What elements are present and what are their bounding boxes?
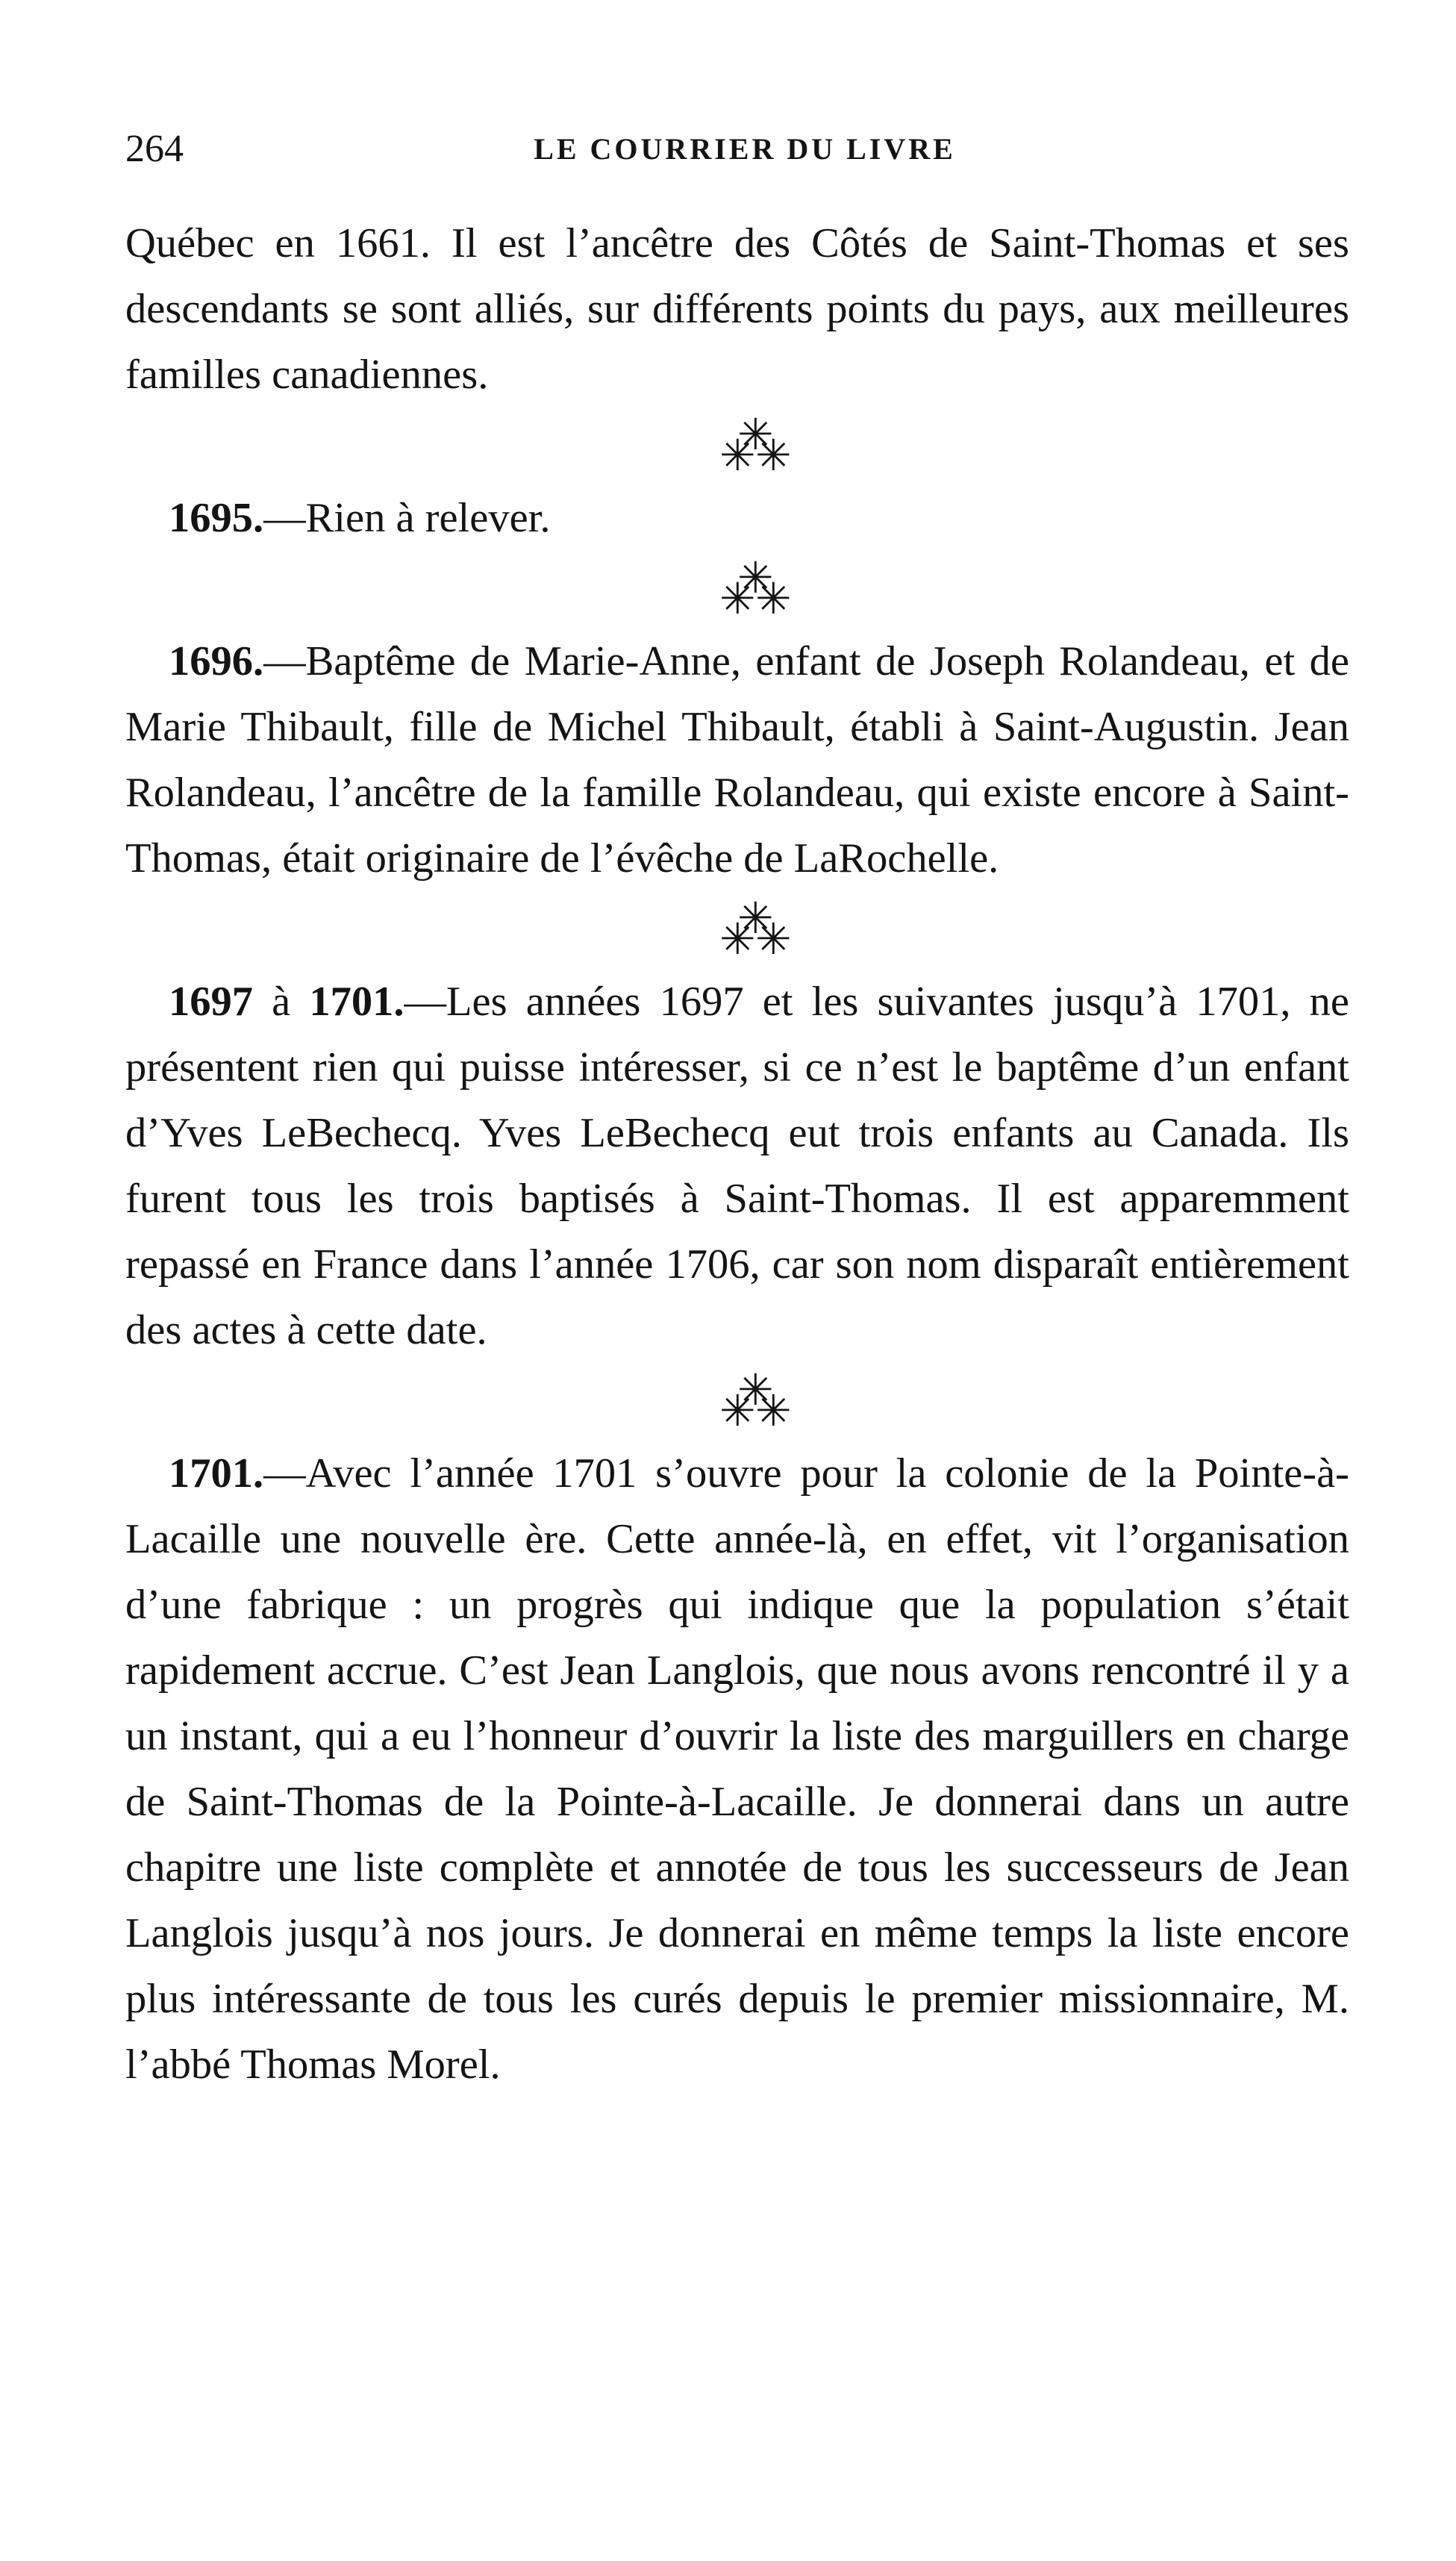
page-header	[125, 119, 1364, 179]
running-title: LE COURRIER DU LIVRE	[534, 132, 956, 166]
section-separator	[125, 408, 1349, 485]
year-heading: 1695.	[169, 495, 264, 541]
body-text	[125, 210, 1349, 2097]
year-connector: à	[253, 979, 310, 1025]
asterism-icon: ✳ ✳ ✳	[719, 1366, 792, 1435]
year-heading: 1701.	[309, 979, 404, 1025]
paragraph-text: —Baptême de Marie-Anne, enfant de Joseph Rolandeau, et de Marie Thibault, fille de Michel Thibault, établi à Saint-Augustin. Jean Rolandeau, l’ancêtre de la famille Rolandeau, qui existe encore à Saint-Thomas, était originaire de l’évêche de LaRochelle.	[125, 638, 1349, 882]
section-separator	[125, 891, 1349, 969]
paragraph-1701	[125, 1441, 1349, 2097]
year-heading: 1701.	[169, 1450, 264, 1497]
section-separator	[125, 1363, 1349, 1441]
page-number: 264	[125, 128, 184, 170]
section-separator	[125, 551, 1349, 628]
paragraph-text: —Rien à relever.	[263, 495, 551, 541]
year-heading: 1696.	[169, 638, 264, 684]
paragraph-text: —Les années 1697 et les suivantes jusqu’à 1701, ne présentent rien qui puisse intéresser, si ce n’est le baptême d’un enfant d’Yves LeBechecq. Yves LeBechecq eut trois enfants au Canada. Ils furent tous les trois baptisés à Saint-Thomas. Il est apparemment repassé en France dans l’année 1706, car son nom disparaît entièrement des actes à cette date.	[125, 979, 1349, 1353]
paragraph-1695	[125, 485, 1349, 551]
asterism-icon: ✳ ✳ ✳	[719, 411, 792, 480]
paragraph-1697-1701	[125, 969, 1349, 1363]
year-heading: 1697	[169, 979, 253, 1025]
paragraph-text: —Avec l’année 1701 s’ouvre pour la colonie de la Pointe-à-Lacaille une nouvelle ère. Cette année-là, en effet, vit l’organisation d’une fabrique : un progrès qui indique que la population s’était rapidement accrue. C’est Jean Langlois, que nous avons rencontré il y a un instant, qui a eu l’honneur d’ouvrir la liste des marguillers en charge de Saint-Thomas de la Pointe-à-Lacaille. Je donnerai dans un autre chapitre une liste complète et annotée de tous les successeurs de Jean Langlois jusqu’à nos jours. Je donnerai en même temps la liste encore plus intéressante de tous les curés depuis le premier missionnaire, M. l’abbé Thomas Morel.	[125, 1450, 1349, 2088]
asterism-icon: ✳ ✳ ✳	[719, 894, 792, 964]
paragraph-continuation: Québec en 1661. Il est l’ancêtre des Côtés de Saint-Thomas et ses descendants se sont alliés, sur différents points du pays, aux meilleures familles canadiennes.	[125, 220, 1349, 398]
asterism-icon: ✳ ✳ ✳	[719, 554, 792, 623]
paragraph-1696	[125, 628, 1349, 891]
